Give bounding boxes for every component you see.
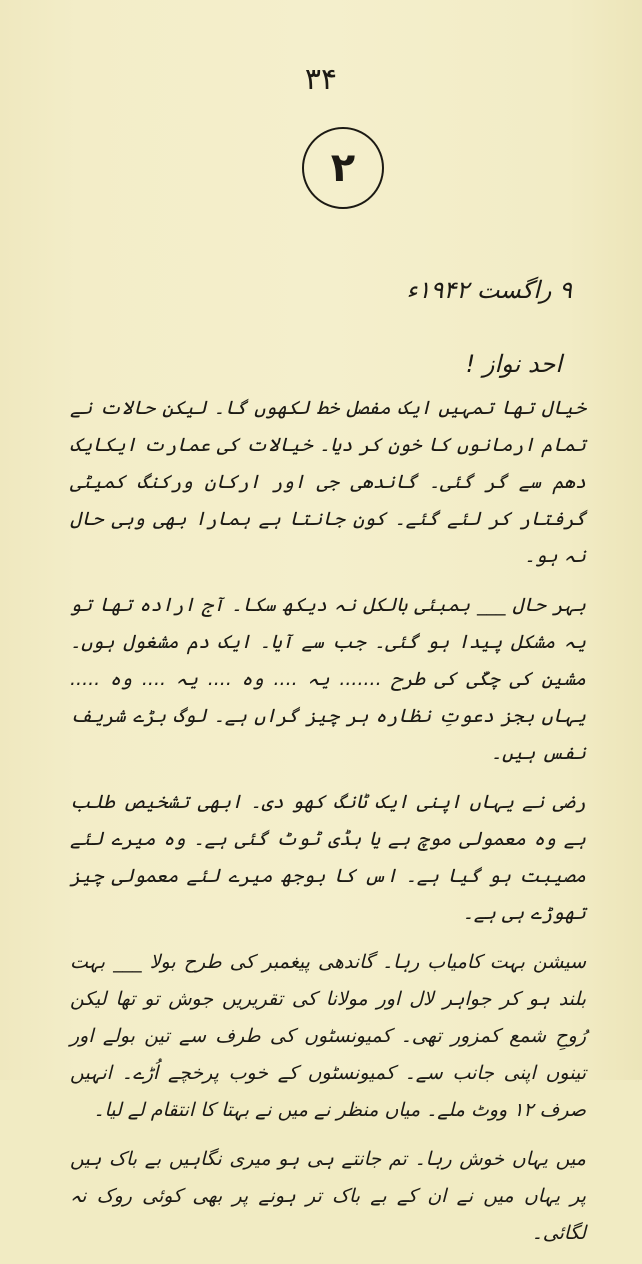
paragraph-1: خیال تھا تمہیں ایک مفصل خط لکھوں گا۔ لیکن حالات نے تمام ارمانوں کا خون کر دیا۔ خیالات کی عمارت ایکایک دھم سے گر گئی۔ گاندھی جی اور ارکان ورکنگ کمیٹی گرفتار کر لئے گئے۔ کون جانتا ہے ہمارا بھی وہی حال نہ ہو۔: [70, 397, 586, 567]
page-number: ۳۴: [304, 62, 338, 97]
letter-body: [70, 390, 586, 1264]
paragraph-3: رضی نے یہاں اپنی ایک ٹانگ کھو دی۔ ابھی تشخیص طلب ہے وہ معمولی موچ ہے یا ہڈی ٹوٹ گئی ہے۔ وہ میرے لئے مصیبت ہو گیا ہے۔ اس کا بوجھ میرے لئے معمولی چیز تھوڑے ہی ہے۔: [70, 791, 586, 924]
paragraph-5: میں یہاں خوش رہا۔ تم جانتے ہی ہو میری نگاہیں بے باک ہیں پر یہاں میں نے ان کے بے باک تر ہونے پر بھی کوئی روک نہ لگائی۔: [70, 1148, 586, 1244]
letter-date: ۹ راگست ۱۹۴۲ء: [406, 276, 572, 304]
paragraph-2: بہر حال ___ بمبئی بالکل نہ دیکھ سکا۔ آج ارادہ تھا تو یہ مشکل پیدا ہو گئی۔ جب سے آیا۔ ایک دم مشغول ہوں۔ مشین کی چکّی کی طرح ....... یہ .... وہ .... یہ .... وہ ..... یہاں بجز دعوتِ نظارہ ہر چیز گراں ہے۔ لوگ بڑے شریف نفس ہیں۔: [70, 594, 586, 764]
paragraph-4: سیشن بہت کامیاب رہا۔ گاندھی پیغمبر کی طرح بولا ___ بہت بلند ہو کر جواہر لال اور مولانا کی تقریریں جوش تو تھا لیکن رُوحِ شمع کمزور تھی۔ کمیونسٹوں کی طرف سے تین بولے اور تینوں اپنی جانب سے۔ کمیونسٹوں کے خوب پرخچے اُڑے۔ انہیں صرف ۱۲ ووٹ ملے۔ میاں منظر نے میں نے بہتا کا انتقام لے لیا۔: [70, 951, 586, 1121]
letter-salutation: احد نواز !: [465, 350, 562, 378]
chapter-number: ۲: [330, 145, 356, 191]
chapter-number-circle: [302, 127, 384, 209]
